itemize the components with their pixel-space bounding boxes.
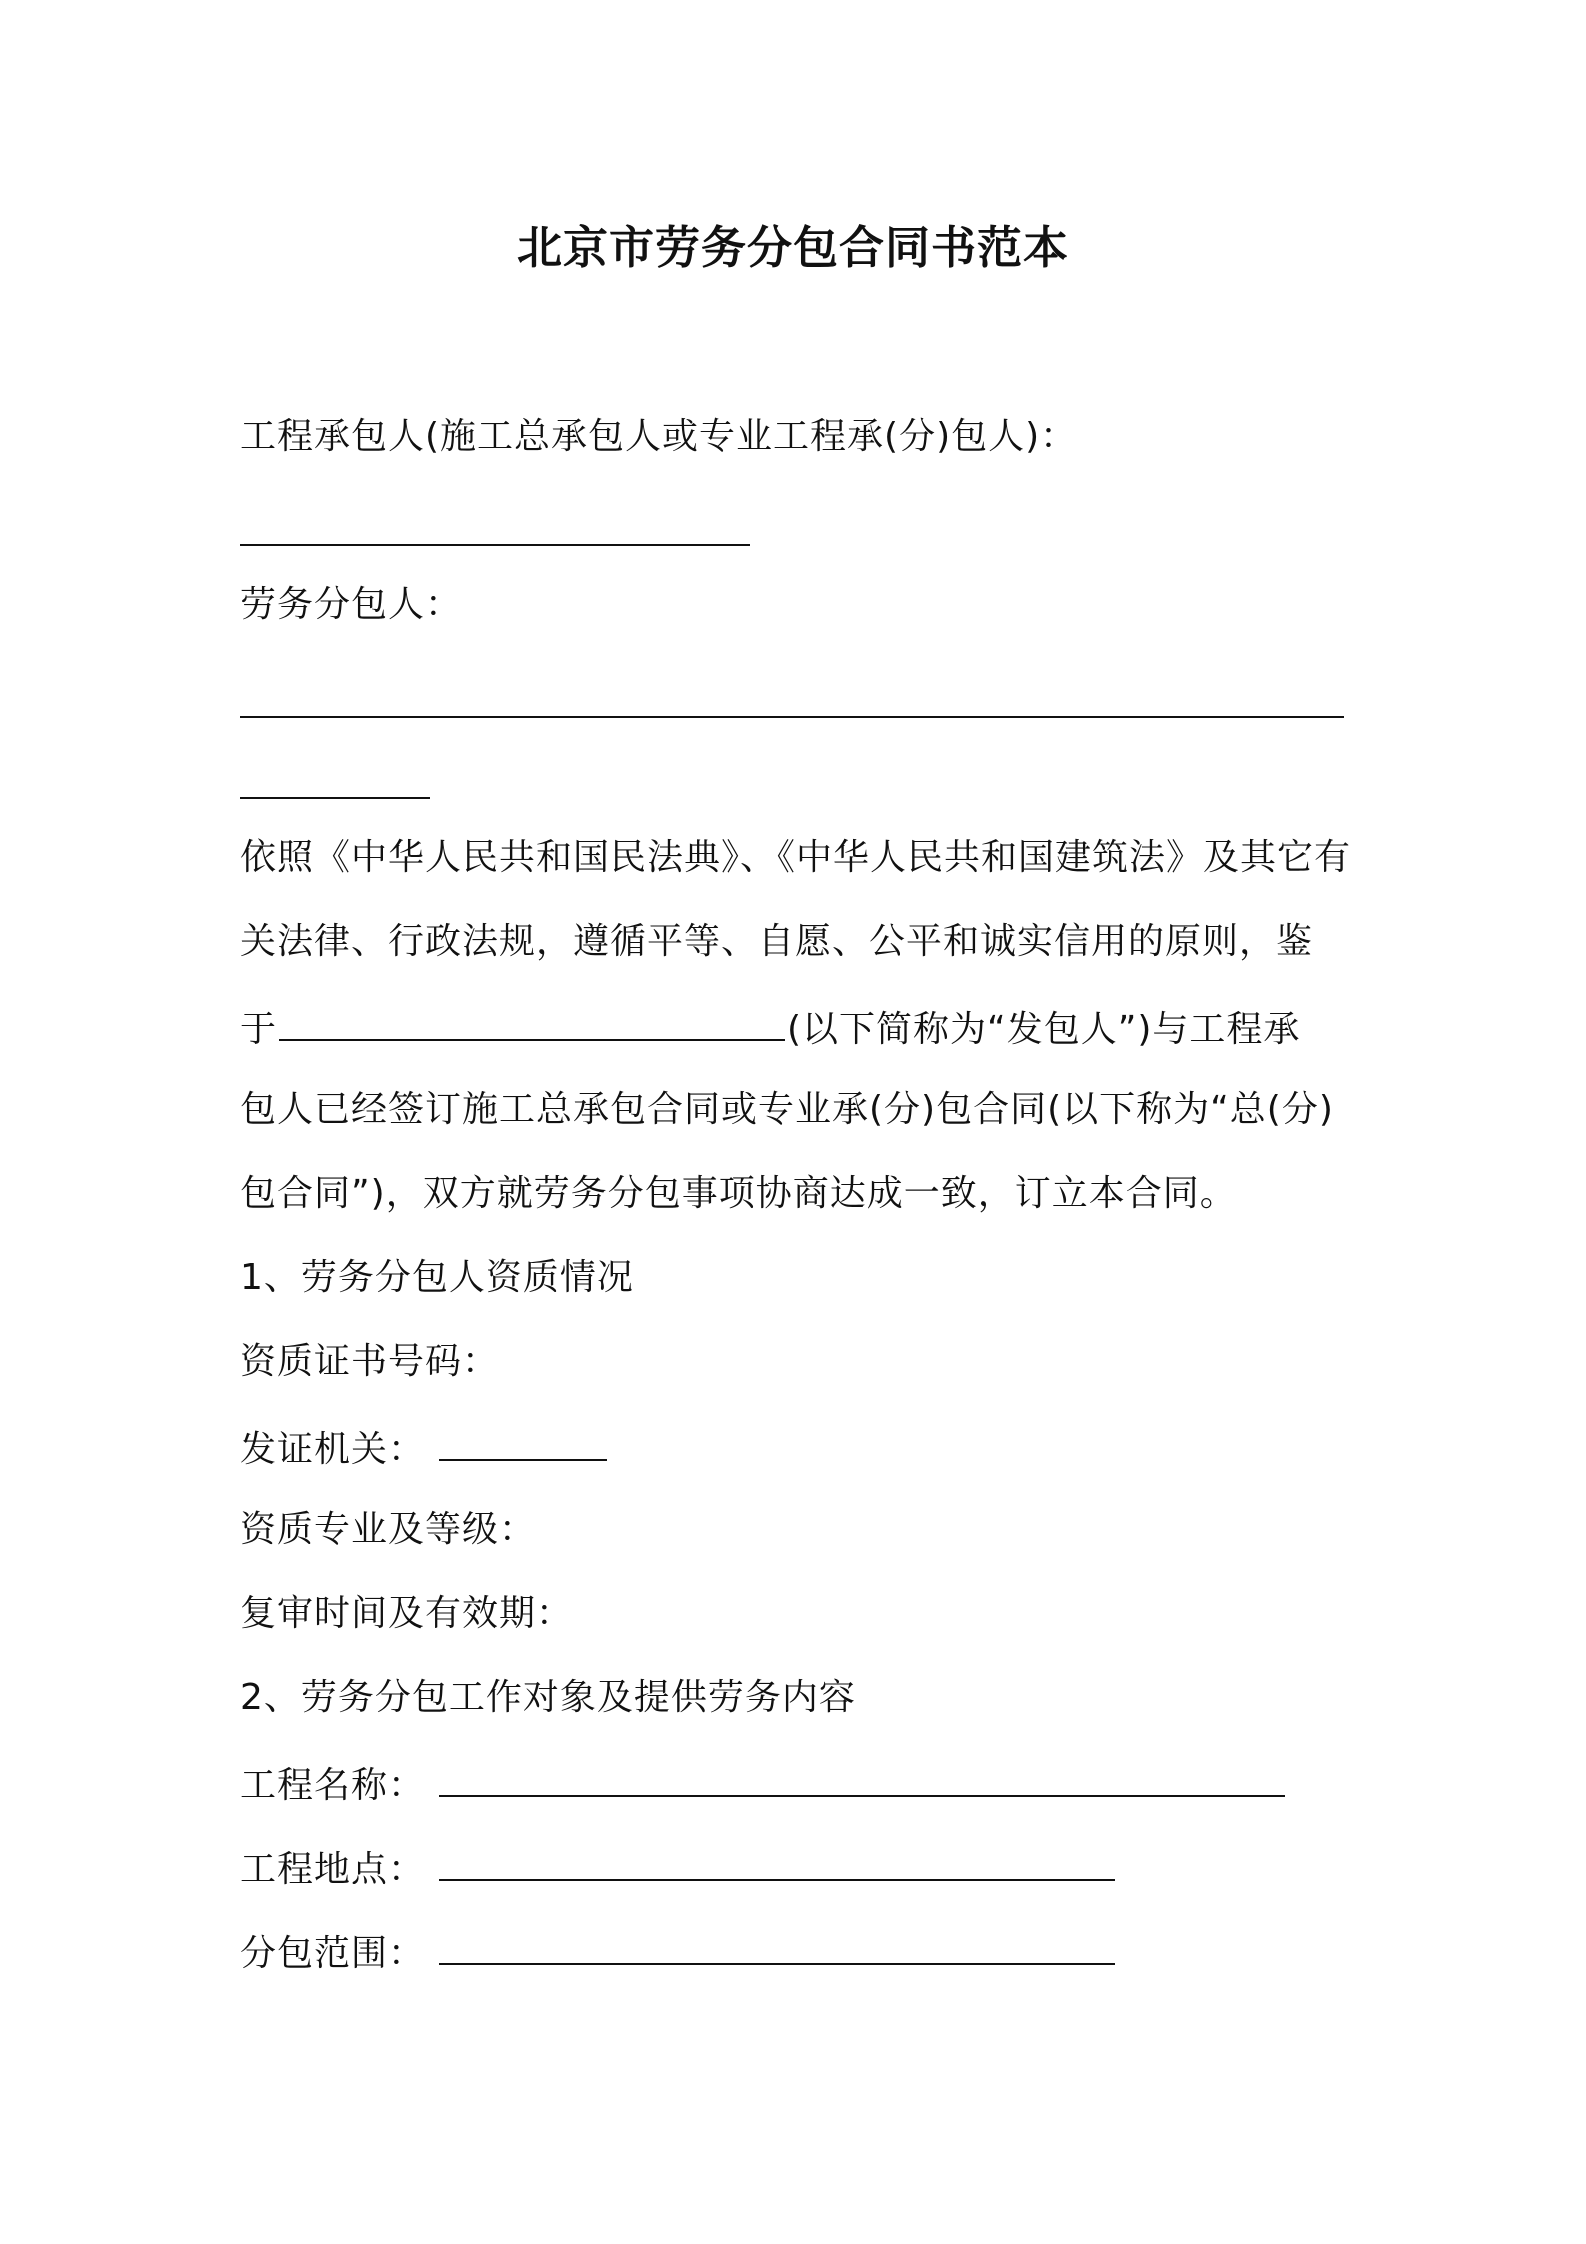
document-title: 北京市劳务分包合同书范本 <box>516 221 1069 274</box>
preamble-line-5: 包合同”)，双方就劳务分包事项协商达成一致，订立本合同。 <box>240 1173 1237 1214</box>
specialty-label: 资质专业及等级： <box>240 1509 537 1550</box>
contractor-blank[interactable] <box>240 544 750 546</box>
scope-blank[interactable] <box>439 1925 1115 1965</box>
contractor-label: 工程承包人(施工总承包人或专业工程承(分)包人)： <box>240 416 1078 457</box>
scope-row <box>240 1925 1115 1979</box>
preamble-line-2: 关法律、行政法规，遵循平等、自愿、公平和诚实信用的原则，鉴 <box>240 921 1314 962</box>
issuer-row <box>240 1421 607 1475</box>
preamble-line-1: 依照《中华人民共和国民法典》、《中华人民共和国建筑法》及其它有 <box>240 837 1352 878</box>
review-label: 复审时间及有效期： <box>240 1593 574 1634</box>
subcontractor-blank-line2[interactable] <box>240 797 430 799</box>
employer-blank[interactable] <box>279 1001 785 1041</box>
project-name-blank[interactable] <box>439 1757 1285 1797</box>
preamble-line-3-prefix: 于 <box>240 1009 278 1050</box>
project-name-row <box>240 1757 1285 1811</box>
scope-label: 分包范围： <box>240 1933 426 1974</box>
cert-no-label: 资质证书号码： <box>240 1341 500 1382</box>
issuer-blank[interactable] <box>439 1421 607 1461</box>
project-location-row <box>240 1841 1115 1895</box>
subcontractor-label: 劳务分包人： <box>240 584 463 625</box>
project-location-blank[interactable] <box>439 1841 1115 1881</box>
preamble-line-3-suffix: (以下简称为“发包人”)与工程承 <box>787 1009 1301 1050</box>
section-1-heading: 1、劳务分包人资质情况 <box>240 1257 634 1298</box>
subcontractor-blank-line1[interactable] <box>240 716 1344 718</box>
preamble-line-4: 包人已经签订施工总承包合同或专业承(分)包合同(以下称为“总(分) <box>240 1089 1334 1130</box>
project-location-label: 工程地点： <box>240 1849 426 1890</box>
project-name-label: 工程名称： <box>240 1765 426 1806</box>
section-2-heading: 2、劳务分包工作对象及提供劳务内容 <box>240 1677 856 1718</box>
issuer-label: 发证机关： <box>240 1429 426 1470</box>
preamble-line-3 <box>240 1001 1300 1055</box>
